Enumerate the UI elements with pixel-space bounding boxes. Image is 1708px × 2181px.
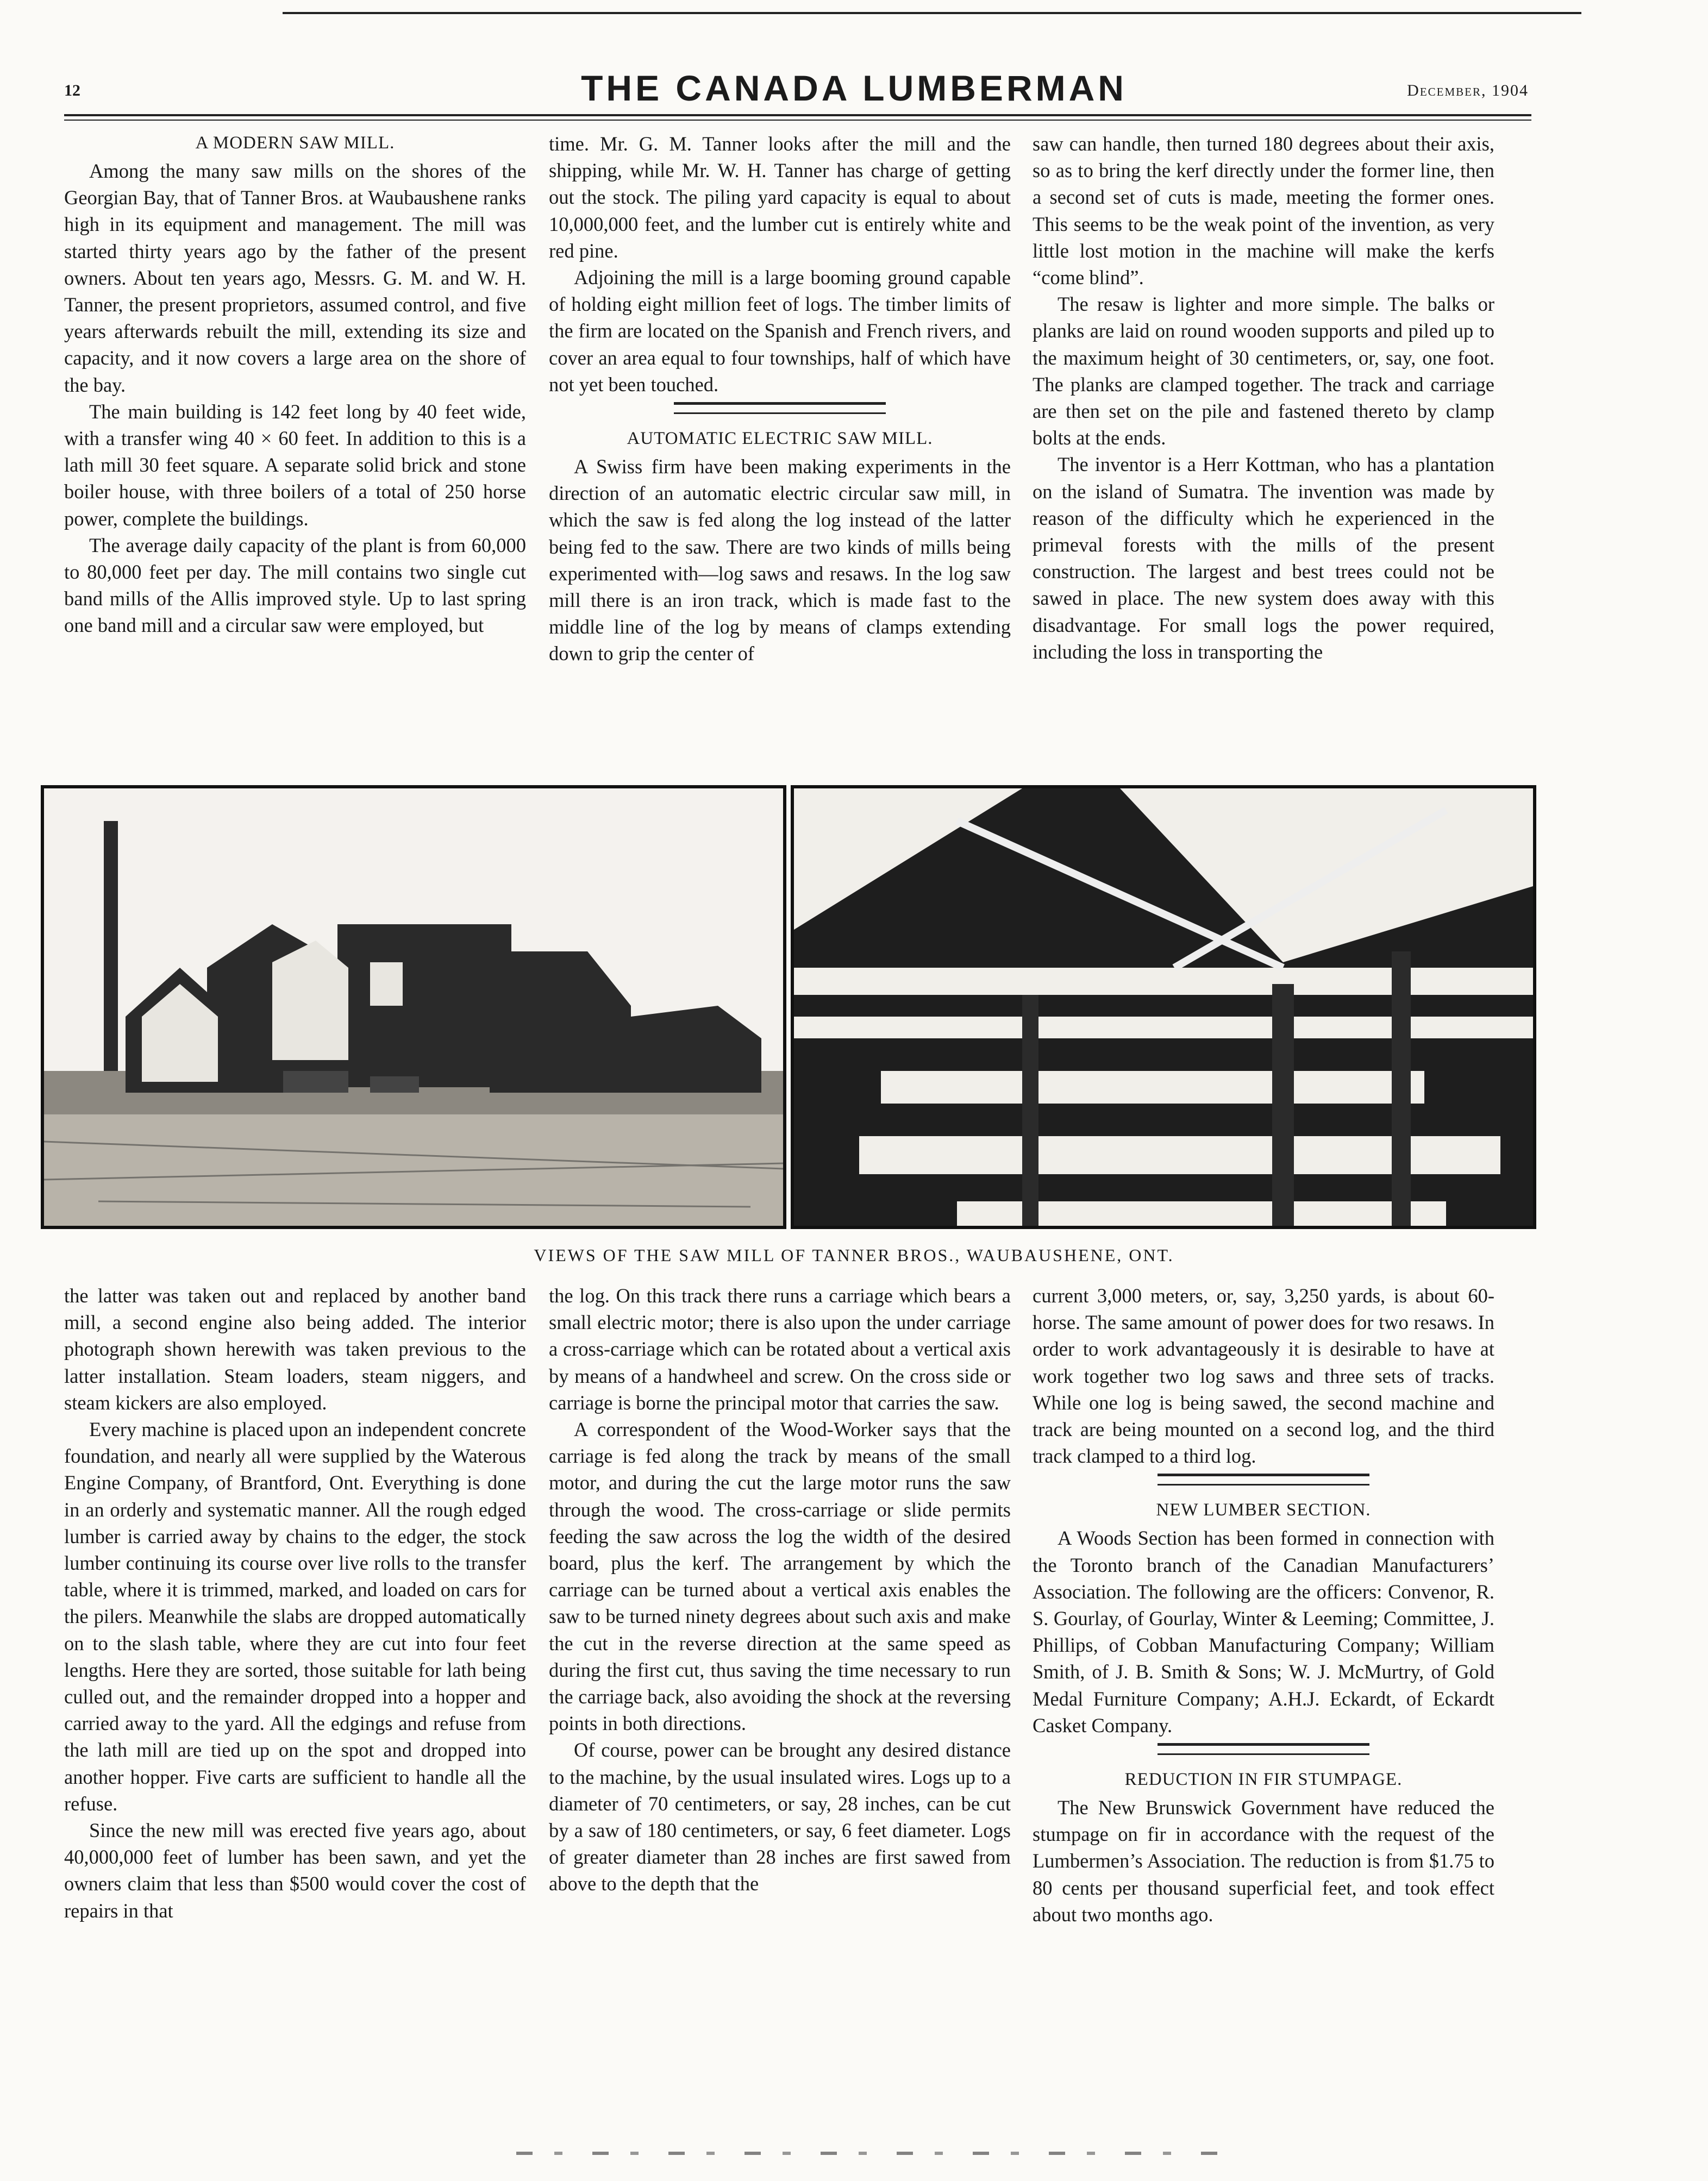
paragraph: the latter was taken out and replaced by another band mill, a second engine also being added. The interior photograph shown herewith was taken previous to the latter installation. Steam loaders, steam niggers, and steam kickers are also employed.	[64, 1284, 526, 1414]
interior-mill-illustration	[794, 788, 1533, 1226]
paragraph: The main building is 142 feet long by 40 feet wide, with a transfer wing 40 × 60 feet. In addition to this is a lath mill 30 feet square. A separate solid brick and stone boiler house, with three boilers of a total of 250 horse power, complete the buildings.	[64, 400, 526, 530]
section-divider	[1158, 1743, 1369, 1755]
paragraph: The resaw is lighter and more simple. The balks or planks are laid on round wooden supports and piled up to the maximum height of 30 centimeters, or, say, one foot. The planks are clamped together. The track and carriage are then set on the pile and fastened thereto by clamp bolts at the ends.	[1033, 293, 1494, 449]
photo-caption: VIEWS OF THE SAW MILL OF TANNER BROS., WAUBAUSHENE, ONT.	[534, 1245, 1174, 1265]
masthead-rule-top	[64, 114, 1531, 116]
paragraph: Every machine is placed upon an independent concrete foundation, and nearly all were supplied by the Waterous Engine Company, of Brantford, Ont. Everything is done in an orderly and systematic manner. All the rough edged lumber is carried away by chains to the edger, the stock lumber continuing its course over live rolls to the transfer table, where it is trimmed, marked, and loaded on cars for the pilers. Meanwhile the slabs are dropped automatically on to the slash table, where they are cut into four feet lengths. Here they are sorted, those suitable for lath being culled out, and the remainder dropped into a hopper and carried away to the yard. All the edgings and refuse from the lath mill are tied up on the spot and dropped into another hopper. Five carts are sufficient to handle all the refuse.	[64, 1418, 526, 1815]
exterior-mill-photo	[41, 785, 786, 1229]
top-border-rule	[283, 12, 1581, 14]
paragraph: Adjoining the mill is a large booming ground capable of holding eight million feet of logs. The timber limits of the firm are located on the Spanish and French rivers, and cover an area equal to four townships, half of which have not yet been touched.	[549, 266, 1011, 396]
paragraph: the log. On this track there runs a carriage which bears a small electric motor; there is also upon the under carriage a cross-carriage which can be rotated about a vertical axis by means of a handwheel and screw. On the cross side or carriage is borne the principal motor that carries the saw.	[549, 1284, 1011, 1414]
article-heading-new-lumber-section: NEW LUMBER SECTION.	[1156, 1500, 1371, 1520]
paragraph: Of course, power can be brought any desired distance to the machine, by the usual insulated wires. Logs up to a diameter of 70 centimeters, or say, 28 inches, can be cut by a saw of 180 centimeters, or say, 6 feet diameter. Logs of greater diameter than 28 inches are first sawed from above to the depth that the	[549, 1739, 1011, 1895]
print-artifact	[516, 2152, 1223, 2155]
paragraph: The inventor is a Herr Kottman, who has a plantation on the island of Sumatra. The invention was made by reason of the difficulty which he experienced in the primeval forests with the mills of the present construction. The largest and best trees could not be sawed in place. The new system does away with this disadvantage. For small logs the power required, including the loss in transporting the	[1033, 453, 1494, 663]
paragraph: A Swiss firm have been making experiments in the direction of an automatic electric circular saw mill, in which the saw is fed along the log instead of the latter being fed to the saw. There are two kinds of mills being experimented with—log saws and resaws. In the log saw mill there is an iron track, which is made fast to the middle line of the log by means of clamps extending down to grip the center of	[549, 455, 1011, 665]
exterior-mill-illustration	[44, 788, 783, 1226]
masthead-rule-bottom	[64, 120, 1531, 121]
bottom-column-2	[549, 1282, 1011, 1897]
top-column-1	[64, 130, 526, 639]
top-column-3	[1033, 130, 1494, 665]
interior-mill-photo	[791, 785, 1536, 1229]
paragraph: The New Brunswick Government have reduced the stumpage on fir in accordance with the request of the Lumbermen’s Association. The reduction is from $1.75 to 80 cents per thousand superficial feet, and took effect about two months ago.	[1033, 1796, 1494, 1926]
paragraph: Since the new mill was erected five years ago, about 40,000,000 feet of lumber has been sawn, and yet the owners claim that less than $500 would cover the cost of repairs in that	[64, 1819, 526, 1922]
paragraph: A Woods Section has been formed in connection with the Toronto branch of the Canadian Manufacturers’ Association. The following are the officers: Convenor, R. S. Gourlay, of Gourlay, Winter & Leeming; Committee, J. Phillips, of Cobban Manufacturing Company; William Smith, of J. B. Smith & Sons; W. J. McMurtry, of Gold Medal Furniture Company; A.H.J. Eckardt, of Eckardt Casket Company.	[1033, 1527, 1494, 1737]
masthead-title: THE CANADA LUMBERMAN	[581, 68, 1127, 108]
paragraph: time. Mr. G. M. Tanner looks after the mill and the shipping, while Mr. W. H. Tanner has charge of getting out the stock. The piling yard capacity is equal to about 10,000,000 feet, and the lumber cut is entirely white and red pine.	[549, 133, 1011, 262]
top-column-2	[549, 130, 1011, 667]
paragraph: current 3,000 meters, or, say, 3,250 yards, is about 60-horse. The same amount of power does for two resaws. In order to work advantageously it is desirable to have at work together two log saws and three sets of tracks. While one log is being sawed, the second machine and track are being mounted on a second log, and the third track clamped to a third log.	[1033, 1284, 1494, 1468]
paragraph: saw can handle, then turned 180 degrees about their axis, so as to bring the kerf directly under the former line, then a second set of cuts is made, meeting the former ones. This seems to be the weak point of the invention, as very little lost motion in the machine will make the kerfs “come blind”.	[1033, 133, 1494, 289]
bottom-column-3	[1033, 1282, 1494, 1928]
article-heading-reduction-in-fir-stumpage: REDUCTION IN FIR STUMPAGE.	[1124, 1770, 1403, 1790]
section-divider	[1158, 1474, 1369, 1486]
section-divider	[674, 402, 886, 414]
article-heading-modern-saw-mill: A MODERN SAW MILL.	[195, 133, 395, 153]
paragraph: The average daily capacity of the plant is from 60,000 to 80,000 feet per day. The mill contains two single cut band mills of the Allis improved style. Up to last spring one band mill and a circular saw were employed, but	[64, 534, 526, 637]
bottom-column-1	[64, 1282, 526, 1924]
issue-date: December, 1904	[1407, 82, 1529, 99]
article-heading-automatic-electric-saw-mill: AUTOMATIC ELECTRIC SAW MILL.	[627, 429, 933, 449]
paragraph: A correspondent of the Wood-Worker says that the carriage is fed along the track by means of the small motor, and during the cut the large motor runs the saw through the wood. The cross-carriage or slide permits feeding the saw across the log the width of the desired board, plus the kerf. The arrangement by which the carriage can be turned about a vertical axis enables the saw to be turned ninety degrees about such axis and make the cut in the reverse direction at the same speed as during the first cut, thus saving the time necessary to run the carriage back, also avoiding the shock at the reversing points in both directions.	[549, 1418, 1011, 1735]
paragraph: Among the many saw mills on the shores of the Georgian Bay, that of Tanner Bros. at Waubaushene ranks high in its equipment and management. The mill was started thirty years ago by the father of the present owners. About ten years ago, Messrs. G. M. and W. H. Tanner, the present proprietors, assumed control, and five years afterwards rebuilt the mill, extending its size and capacity, and it now covers a large area on the shore of the bay.	[64, 160, 526, 396]
page-number: 12	[64, 82, 80, 99]
